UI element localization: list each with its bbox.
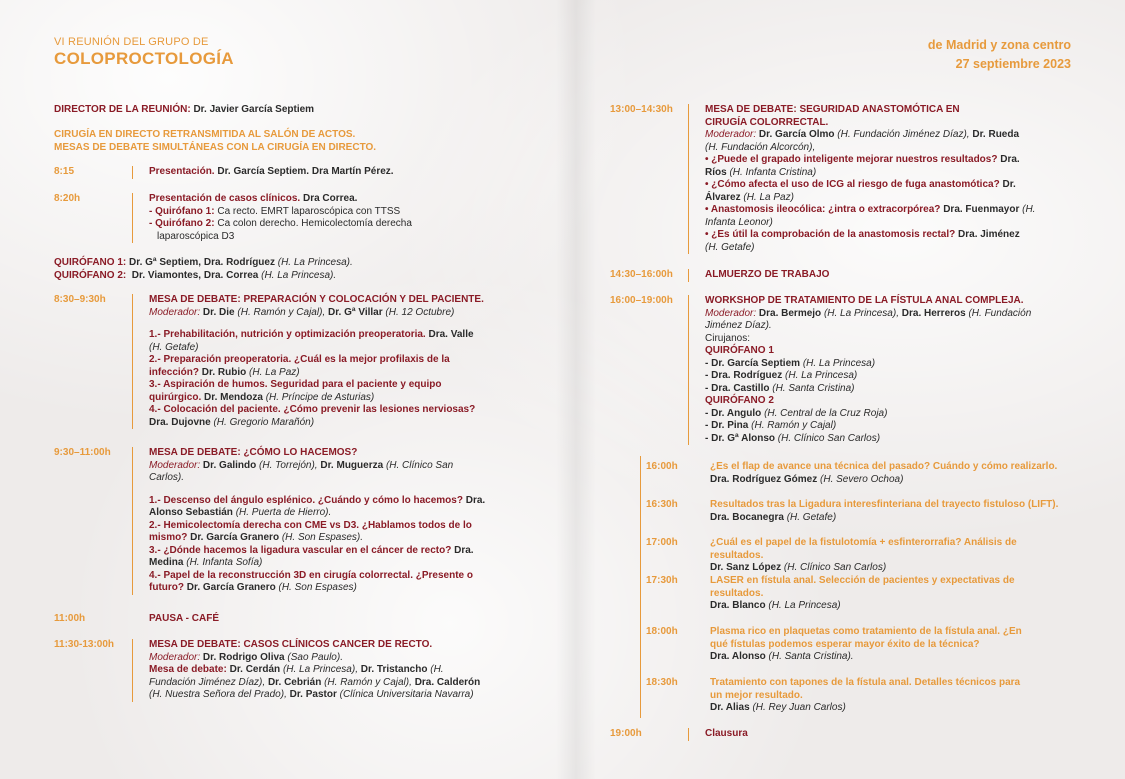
- header-title: COLOPROCTOLOGÍA: [54, 49, 234, 68]
- or-label: QUIRÓFANO 1: [705, 345, 774, 356]
- hospital: (H. Santa Cristina).: [768, 651, 854, 662]
- talk-content: [710, 537, 1066, 575]
- session-content: [132, 294, 515, 429]
- hospital: (H. Getafe): [786, 511, 837, 523]
- header-left: [54, 36, 234, 69]
- topic: • ¿Es útil la comprobación de la anastomosis rectal?: [705, 229, 956, 240]
- hospital: (H. Infanta Cristina): [729, 166, 817, 178]
- talk-time: 18:30h: [646, 677, 678, 688]
- speaker: Dr. Alias: [710, 702, 750, 713]
- session-title: CIRUGÍA COLORRECTAL.: [705, 116, 829, 128]
- topic: 2.- Hemicolectomía derecha con CME vs D3. ¿Hablamos todos de lo: [149, 519, 472, 531]
- workshop-talk: [640, 461, 1066, 486]
- hospital: (H. Severo Ochoa): [820, 473, 904, 485]
- topic: • ¿Puede el grapado inteligente mejorar nuestros resultados?: [705, 154, 998, 165]
- talk-content: [710, 626, 1066, 664]
- topic: quirúrgico.: [149, 391, 202, 403]
- topic: 1.- Prehabilitación, nutrición y optimización preoperatoria.: [149, 329, 426, 340]
- workshop-talk: [640, 677, 1066, 715]
- hospital: (H. Ramón y Cajal),: [237, 306, 326, 318]
- talk-content: [710, 575, 1066, 613]
- hospital: (H. Príncipe de Asturias): [265, 391, 375, 403]
- q2-hosp: (H. La Princesa).: [261, 269, 337, 281]
- speaker: Dra. Bocanegra: [710, 511, 784, 523]
- session-title: Presentación.: [149, 166, 215, 177]
- speaker: Dr. Rubio: [201, 366, 247, 378]
- speaker: Dra.: [1000, 154, 1020, 165]
- hospital: (H. La Princesa): [768, 600, 841, 611]
- speaker: Dr. Tristancho: [360, 664, 428, 675]
- session-1600: [610, 295, 1075, 445]
- session-time: 16:00–19:00h: [610, 295, 673, 306]
- hospital: (Clínica Universitaria Navarra): [339, 689, 474, 700]
- session-1130: [54, 639, 515, 702]
- hospital: (H. Central de la Cruz Roja): [764, 407, 888, 419]
- q1-text: Ca recto. EMRT laparoscópica con TTSS: [217, 205, 401, 217]
- workshop-talk: [640, 499, 1066, 524]
- session-title: WORKSHOP DE TRATAMIENTO DE LA FÍSTULA ANAL COMPLEJA.: [705, 295, 1024, 306]
- hospital: (H. Getafe): [149, 341, 199, 353]
- header-date: 27 septiembre 2023: [955, 57, 1071, 71]
- speaker: - Dr. Gª Alonso: [705, 432, 775, 444]
- hospital: (H. Getafe): [705, 241, 755, 253]
- header-right: [928, 36, 1071, 74]
- speaker: Dr. Muguerza: [320, 459, 384, 471]
- speaker: Dr. Cerdán: [229, 664, 281, 675]
- hospital: (H. La Paz): [743, 191, 794, 203]
- session-time: 11:00h: [54, 613, 86, 624]
- q1-label: - Quirófano 1:: [149, 205, 215, 217]
- hospital: Fundación Jiménez Díaz),: [149, 676, 266, 688]
- speaker: Medina: [149, 557, 184, 568]
- talk-title: qué fístulas podemos esperar mayor éxito de la técnica?: [710, 638, 980, 650]
- hospital: (H. Nuestra Señora del Prado),: [149, 689, 287, 700]
- topic: 4.- Papel de la reconstrucción 3D en cirugía colorrectal. ¿Presente o: [149, 569, 473, 581]
- hospital: (H.: [1022, 204, 1036, 215]
- quirofanos: [54, 257, 353, 282]
- talk-time: 16:30h: [646, 499, 678, 510]
- speaker: Dra. Bermejo: [758, 307, 822, 319]
- session-930: [54, 447, 515, 595]
- session-time: 8:20h: [54, 193, 81, 204]
- talk-title: Plasma rico en plaquetas como tratamiento de la fístula anal. ¿En: [710, 626, 1022, 637]
- speaker: Álvarez: [705, 191, 741, 203]
- speaker: Dr. Die: [202, 306, 235, 318]
- session-title: Presentación de casos clínicos.: [149, 193, 301, 204]
- talk-title: ¿Cuál es el papel de la fistulotomía + esfinterorrafia? Análisis de resultados.: [710, 537, 1017, 561]
- q2-label: QUIRÓFANO 2:: [54, 269, 127, 281]
- talks-divider: [640, 456, 641, 718]
- speaker: Ríos: [705, 166, 727, 178]
- session-title: MESA DE DEBATE: ¿CÓMO LO HACEMOS?: [149, 447, 358, 458]
- speaker: Dra. Dujovne: [149, 416, 211, 428]
- page-fold: [556, 0, 596, 779]
- speaker: Dr. Pastor: [289, 689, 337, 700]
- workshop-talk: [640, 575, 1066, 613]
- session-time: 9:30–11:00h: [54, 447, 111, 458]
- session-title: PAUSA - CAFÉ: [149, 613, 219, 624]
- session-time: 14:30–16:00h: [610, 269, 673, 280]
- hospital: (H. Infanta Sofía): [186, 557, 263, 568]
- session-830: [54, 294, 515, 429]
- q1-hosp: (H. La Princesa).: [277, 257, 353, 268]
- header-subtitle: VI REUNIÓN DEL GRUPO DE: [54, 36, 209, 48]
- session-time: 11:30-13:00h: [54, 639, 115, 650]
- speaker: Dr. García Granero: [186, 582, 276, 593]
- director-label: DIRECTOR DE LA REUNIÓN:: [54, 104, 191, 115]
- hospital: (H. La Princesa),: [823, 307, 899, 319]
- speaker: - Dr. Pina: [705, 420, 749, 431]
- speaker: - Dr. Angulo: [705, 407, 762, 419]
- talk-content: [710, 499, 1066, 524]
- session-content: [688, 104, 1071, 254]
- hospital: (H. Fundación Alcorcón),: [705, 141, 816, 153]
- intro-line-2: MESAS DE DEBATE SIMULTÁNEAS CON LA CIRUGÍA EN DIRECTO.: [54, 141, 377, 153]
- session-content: [688, 728, 748, 741]
- speaker: Dra. Blanco: [710, 600, 766, 611]
- hospital: Jiménez Díaz).: [705, 320, 772, 331]
- workshop-talk: [640, 626, 1066, 664]
- speaker: Dr. García Septiem. Dra Martín Pérez.: [217, 166, 394, 177]
- hospital: (H. Clínico San Carlos): [783, 562, 887, 573]
- moderator-label: Moderador:: [705, 129, 757, 140]
- director: [54, 104, 314, 117]
- talk-title: Tratamiento con tapones de la fístula anal. Detalles técnicos para: [710, 677, 1021, 688]
- speaker: Dra. Alonso: [710, 651, 766, 662]
- workshop-talk: [640, 537, 1066, 575]
- speaker: - Dr. García Septiem: [705, 357, 801, 369]
- session-content: [132, 447, 515, 595]
- session-time: 8:15: [54, 166, 75, 177]
- hospital: (Sao Paulo).: [287, 651, 343, 663]
- moderator-label: Moderador:: [705, 307, 757, 319]
- speaker: Dr. Rueda: [972, 129, 1020, 140]
- session-1100: [54, 613, 219, 624]
- moderator-label: Moderador:: [149, 651, 201, 663]
- hospital: (H. Son Espases).: [281, 532, 363, 543]
- speaker: Dra. Valle: [428, 329, 474, 340]
- session-content: [132, 639, 515, 702]
- hospital: (H. Santa Cristina): [772, 382, 855, 394]
- topic: futuro?: [149, 582, 184, 593]
- hospital: (H. La Princesa): [785, 370, 858, 381]
- talk-time: 18:00h: [646, 626, 678, 637]
- talk-title: resultados.: [710, 587, 764, 599]
- hospital: (H. Fundación Jiménez Díaz),: [837, 129, 970, 140]
- moderator-label: Moderador:: [149, 306, 201, 318]
- hospital: (H. Ramón y Cajal): [751, 420, 837, 431]
- speaker: Dr. Sanz López: [710, 562, 782, 573]
- speaker: Dra. Calderón: [414, 676, 481, 688]
- session-content: [132, 193, 509, 243]
- session-content: [688, 295, 1075, 445]
- speaker: Dr. Gª Villar: [327, 306, 383, 318]
- session-time: 19:00h: [610, 728, 642, 739]
- speaker: Dr.: [1002, 179, 1016, 190]
- talk-title: ¿Es el flap de avance una técnica del pasado? Cuándo y cómo realizarlo.: [710, 461, 1058, 472]
- moderator-label: Moderador:: [149, 459, 201, 471]
- topic: • ¿Cómo afecta el uso de ICG al riesgo de fuga anastomótica?: [705, 179, 1000, 190]
- speaker: Dra. Jiménez: [958, 229, 1020, 240]
- hospital: (H. Rey Juan Carlos): [752, 702, 846, 713]
- speaker: Dra.: [454, 544, 474, 556]
- director-name: Dr. Javier García Septiem: [193, 104, 315, 115]
- speaker: - Dra. Castillo: [705, 382, 770, 394]
- session-title: MESA DE DEBATE: SEGURIDAD ANASTOMÓTICA EN: [705, 104, 960, 115]
- speaker: Alonso Sebastián: [149, 507, 233, 518]
- intro-line-1: CIRUGÍA EN DIRECTO RETRANSMITIDA AL SALÓN DE ACTOS.: [54, 129, 356, 140]
- intro: [54, 129, 376, 154]
- hospital: (H. Torrejón),: [259, 459, 318, 471]
- session-title: ALMUERZO DE TRABAJO: [705, 269, 830, 280]
- hospital: (H. La Princesa),: [282, 664, 358, 675]
- talk-title: Resultados tras la Ligadura interesfinteriana del trayecto fistuloso (LIFT).: [710, 499, 1059, 510]
- mesa-label: Mesa de debate:: [149, 664, 227, 675]
- topic: mismo?: [149, 532, 188, 543]
- talk-time: 17:00h: [646, 537, 678, 548]
- hospital: Carlos).: [149, 472, 185, 483]
- session-815: [54, 166, 394, 179]
- session-content: [132, 166, 394, 179]
- q1-label: QUIRÓFANO 1:: [54, 257, 127, 268]
- session-1430: [610, 269, 829, 282]
- session-time: 13:00–14:30h: [610, 104, 673, 115]
- topic: 1.- Descenso del ángulo esplénico. ¿Cuándo y cómo lo hacemos?: [149, 494, 463, 506]
- hospital: (H. 12 Octubre): [385, 306, 455, 318]
- topic: 4.- Colocación del paciente. ¿Cómo prevenir las lesiones nerviosas?: [149, 404, 476, 415]
- session-title: Clausura: [705, 728, 748, 739]
- session-time: 8:30–9:30h: [54, 294, 106, 305]
- speaker: Dra.: [465, 494, 486, 506]
- hospital: (H. Son Espases): [278, 582, 357, 593]
- hospital: (H. Clínico San Carlos): [777, 432, 881, 444]
- header-region: de Madrid y zona centro: [927, 38, 1071, 52]
- session-1900: [610, 728, 748, 741]
- surgeons-label: Cirujanos:: [705, 332, 751, 344]
- topic: 2.- Preparación preoperatoria. ¿Cuál es la mejor profilaxis de la: [149, 354, 450, 365]
- talk-title: un mejor resultado.: [710, 689, 803, 701]
- hospital: (H. La Paz): [249, 366, 300, 378]
- session-1300: [610, 104, 1071, 254]
- speaker: Dr. García Granero: [190, 532, 280, 543]
- session-820: [54, 193, 509, 243]
- talk-content: [710, 677, 1066, 715]
- q1-names: Dr. Gª Septiem, Dra. Rodríguez: [129, 257, 275, 268]
- speaker: Dr. Rodrigo Oliva: [202, 651, 285, 663]
- q2-text-2: laparoscópica D3: [157, 230, 235, 242]
- speaker: Dr. Galindo: [202, 459, 257, 471]
- speaker: Dr. Mendoza: [204, 391, 263, 403]
- topic: 3.- Aspiración de humos. Seguridad para el paciente y equipo: [149, 379, 442, 390]
- hospital: (H. Gregorio Marañón): [213, 416, 315, 428]
- q2-text: Ca colon derecho. Hemicolectomía derecha: [217, 218, 412, 229]
- session-content: [688, 269, 829, 282]
- speaker: Dr. Cebrián: [267, 676, 322, 688]
- hospital: (H. Clínico San: [385, 459, 454, 471]
- speaker: Dra Correa.: [302, 193, 358, 204]
- hospital: (H. Ramón y Cajal),: [324, 676, 412, 688]
- or-label: QUIRÓFANO 2: [705, 395, 774, 406]
- speaker: - Dra. Rodríguez: [705, 370, 783, 381]
- topic: infección?: [149, 366, 200, 378]
- hospital: (H. La Princesa): [802, 357, 876, 369]
- talk-title: LASER en fístula anal. Selección de pacientes y expectativas de: [710, 575, 1015, 586]
- speaker: Dra. Rodríguez Gómez: [710, 473, 818, 485]
- talk-content: [710, 461, 1066, 486]
- hospital: (H. Fundación: [968, 307, 1032, 319]
- q2-label: - Quirófano 2:: [149, 218, 215, 229]
- hospital: Infanta Leonor): [705, 216, 773, 228]
- speaker: Dra. Herreros: [901, 307, 966, 319]
- talk-time: 17:30h: [646, 575, 678, 586]
- session-title: MESA DE DEBATE: CASOS CLÍNICOS CANCER DE RECTO.: [149, 639, 433, 650]
- speaker: Dr. García Olmo: [758, 129, 835, 140]
- topic: 3.- ¿Dónde hacemos la ligadura vascular en el cáncer de recto?: [149, 544, 452, 556]
- q2-names: Dr. Viamontes, Dra. Correa: [131, 269, 259, 281]
- hospital: (H. Puerta de Hierro).: [235, 507, 332, 518]
- session-title: MESA DE DEBATE: PREPARACIÓN Y COLOCACIÓN Y DEL PACIENTE.: [149, 294, 484, 305]
- hospital: (H.: [430, 664, 444, 675]
- topic: • Anastomosis ileocólica: ¿intra o extracorpórea?: [705, 204, 941, 215]
- talk-time: 16:00h: [646, 461, 678, 472]
- speaker: Dra. Fuenmayor: [943, 204, 1020, 215]
